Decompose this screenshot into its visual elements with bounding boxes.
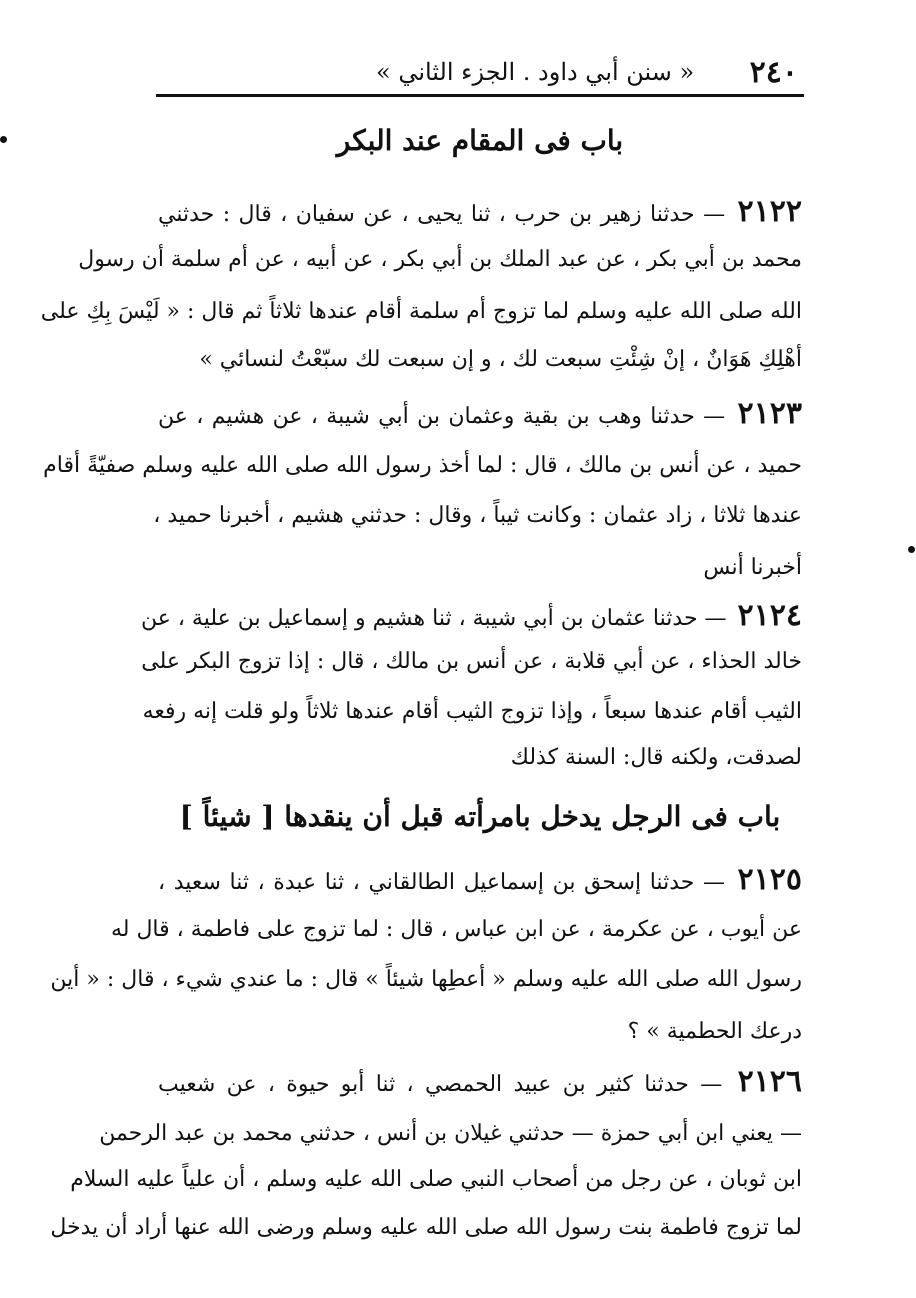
text-line: ٢١٢٦ — حدثنا كثير بن عبيد الحمصي ، ثنا أبو حيوة ، عن شعيب [158, 1064, 803, 1099]
hadith-number: ٢١٢٤ [737, 598, 802, 633]
hadith-number: ٢١٢٥ [737, 862, 802, 897]
page-edge-mark [908, 546, 915, 553]
text-line: ٢١٢٢ — حدثنا زهير بن حرب ، ثنا يحيى ، عن سفيان ، قال : حدثني [158, 194, 802, 229]
text-line: عن أيوب ، عن عكرمة ، عن ابن عباس ، قال : لما تزوج على فاطمة ، قال له [110, 917, 802, 942]
hadith-number: ٢١٢٣ [737, 396, 802, 431]
text-line: لصدقت، ولكنه قال: السنة كذلك [510, 745, 802, 770]
page-number: ٢٤٠ [749, 54, 798, 90]
page-edge-mark [0, 136, 7, 143]
text-line: رسول الله صلى الله عليه وسلم « أعطِها شيئاً » قال : ما عندي شيء ، قال : « أين [50, 967, 802, 992]
text-line: — يعني ابن أبي حمزة — حدثني غيلان بن أنس ، حدثني محمد بن عبد الرحمن [99, 1121, 802, 1146]
text-line: محمد بن أبي بكر ، عن عبد الملك بن أبي بكر ، عن أبيه ، عن أم سلمة أن رسول [78, 247, 802, 272]
running-title: « سنن أبي داود . الجزء الثاني » [376, 58, 695, 86]
text-line: الثيب أقام عندها سبعاً ، وإذا تزوج الثيب أقام عندها ثلاثاً ولو قلت إنه رفعه [142, 699, 802, 724]
text-line: الله صلى الله عليه وسلم لما تزوج أم سلمة أقام عندها ثلاثاً ثم قال : « لَيْسَ بِكِ على [40, 299, 802, 324]
header-rule [156, 94, 804, 97]
text-line: لما تزوج فاطمة بنت رسول الله صلى الله عليه وسلم ورضى الله عنها أراد أن يدخل [50, 1215, 802, 1240]
section-title: باب فى الرجل يدخل بامرأته قبل أن ينقدها [ شيئاً ] [179, 800, 781, 833]
hadith-number: ٢١٢٦ [737, 1064, 803, 1099]
section-title: باب فى المقام عند البكر [336, 124, 624, 157]
page-header [156, 52, 806, 92]
text-line: درعك الحطمية » ؟ [627, 1019, 802, 1044]
text-line: خالد الحذاء ، عن أبي قلابة ، عن أنس بن مالك ، قال : إذا تزوج البكر على [141, 649, 802, 674]
text-line: حميد ، عن أنس بن مالك ، قال : لما أخذ رسول الله صلى الله عليه وسلم صفيّةً أقام [43, 453, 802, 478]
text-line: أخبرنا أنس [703, 555, 802, 580]
text-line: ٢١٢٣ — حدثنا وهب بن بقية وعثمان بن أبي شيبة ، عن هشيم ، عن [158, 396, 802, 431]
hadith-number: ٢١٢٢ [737, 194, 802, 229]
text-line: أهْلِكِ هَوَانٌ ، إنْ شِئْتِ سبعت لك ، و إن سبعت لك سبّعْتُ لنسائي » [199, 347, 802, 372]
text-line: ٢١٢٤ — حدثنا عثمان بن أبي شيبة ، ثنا هشيم و إسماعيل بن علية ، عن [140, 598, 802, 633]
text-line: ٢١٢٥ — حدثنا إسحق بن إسماعيل الطالقاني ، ثنا عبدة ، ثنا سعيد ، [158, 862, 802, 897]
text-line: ابن ثوبان ، عن رجل من أصحاب النبي صلى الله عليه وسلم ، أن علياً عليه السلام [70, 1167, 802, 1192]
text-line: عندها ثلاثا ، زاد عثمان : وكانت ثيباً ، وقال : حدثني هشيم ، أخبرنا حميد ، [153, 503, 802, 528]
